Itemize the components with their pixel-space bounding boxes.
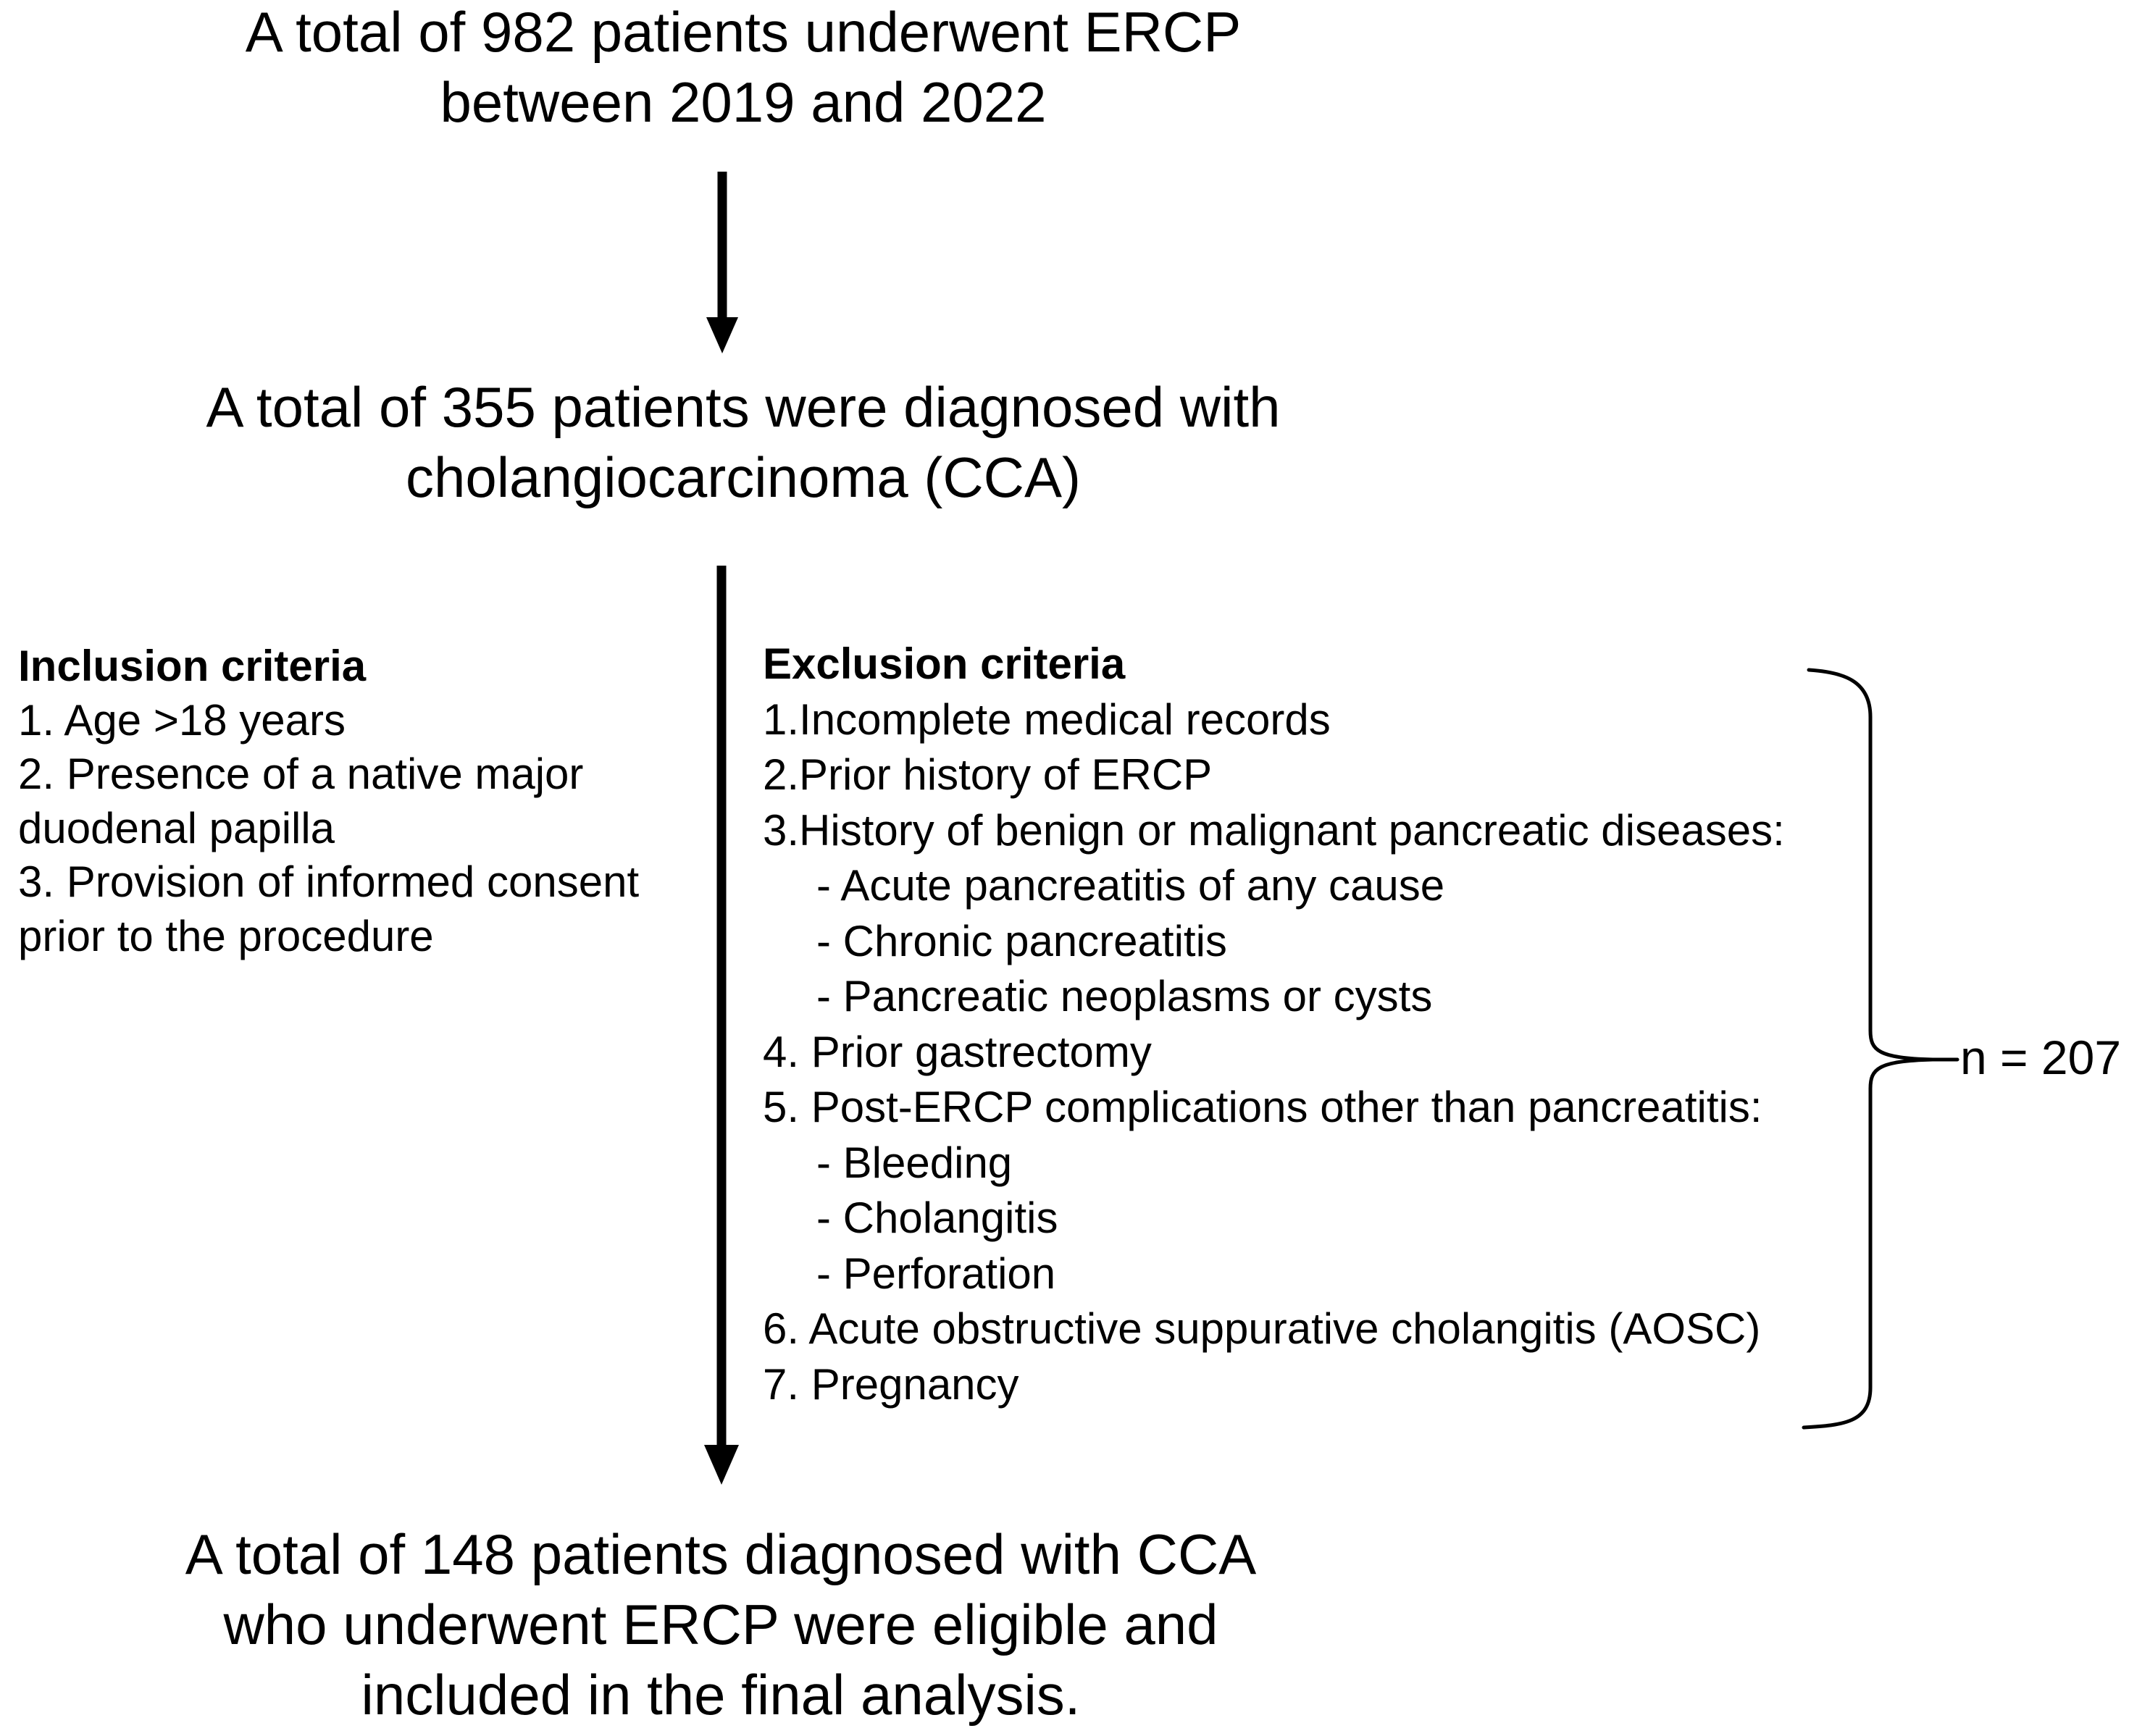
- exclusion-subitem: - Pancreatic neoplasms or cysts: [816, 972, 1433, 1020]
- exclusion-item: 2.Prior history of ERCP: [763, 750, 1213, 799]
- inclusion-criteria-header: Inclusion criteria: [18, 642, 367, 690]
- exclusion-item: 7. Pregnancy: [763, 1359, 1019, 1409]
- exclusion-subitem: - Cholangitis: [816, 1194, 1058, 1242]
- final-analysis-line-2: who underwent ERCP were eligible and: [223, 1593, 1218, 1656]
- final-analysis-line-1: A total of 148 patients diagnosed with CCA: [185, 1522, 1257, 1586]
- total-ercp-block: [0, 0, 1486, 138]
- total-ercp-line-2: between 2019 and 2022: [440, 70, 1047, 134]
- exclusion-subitem: - Chronic pancreatitis: [816, 916, 1227, 965]
- exclusion-item: 5. Post-ERCP complications other than pancreatitis:: [763, 1083, 1762, 1131]
- total-ercp-line-1: A total of 982 patients underwent ERCP: [245, 0, 1242, 64]
- cca-diagnosed-line-1: A total of 355 patients were diagnosed with: [206, 375, 1281, 439]
- inclusion-item: 1. Age >18 years: [18, 695, 346, 745]
- cca-diagnosed-block: [0, 372, 1486, 513]
- final-analysis-line-3: included in the final analysis.: [361, 1663, 1081, 1727]
- inclusion-item: 3. Provision of informed consent: [18, 857, 640, 906]
- exclusion-item: 3.History of benign or malignant pancreatic diseases:: [763, 805, 1785, 855]
- down-arrow-icon: [706, 172, 738, 353]
- inclusion-item-continuation: prior to the procedure: [18, 911, 434, 960]
- exclusion-subitem: - Acute pancreatitis of any cause: [816, 861, 1445, 910]
- final-analysis-block: [0, 1519, 1442, 1730]
- inclusion-item-continuation: duodenal papilla: [18, 803, 335, 852]
- excluded-count-label: n = 207: [1960, 1031, 2122, 1084]
- exclusion-criteria-header: Exclusion criteria: [763, 640, 1126, 688]
- exclusion-subitem: - Bleeding: [816, 1138, 1013, 1187]
- exclusion-item: 1.Incomplete medical records: [763, 695, 1331, 744]
- inclusion-criteria-list: [18, 640, 743, 963]
- cca-diagnosed-line-2: cholangiocarcinoma (CCA): [405, 445, 1082, 509]
- exclusion-item: 4. Prior gastrectomy: [763, 1027, 1152, 1076]
- exclusion-item: 6. Acute obstructive suppurative cholangitis (AOSC): [763, 1304, 1761, 1353]
- inclusion-item: 2. Presence of a native major: [18, 750, 584, 798]
- right-curly-brace-icon: [1796, 665, 1963, 1433]
- exclusion-subitem: - Perforation: [816, 1249, 1056, 1298]
- exclusion-criteria-list: [763, 637, 1893, 1412]
